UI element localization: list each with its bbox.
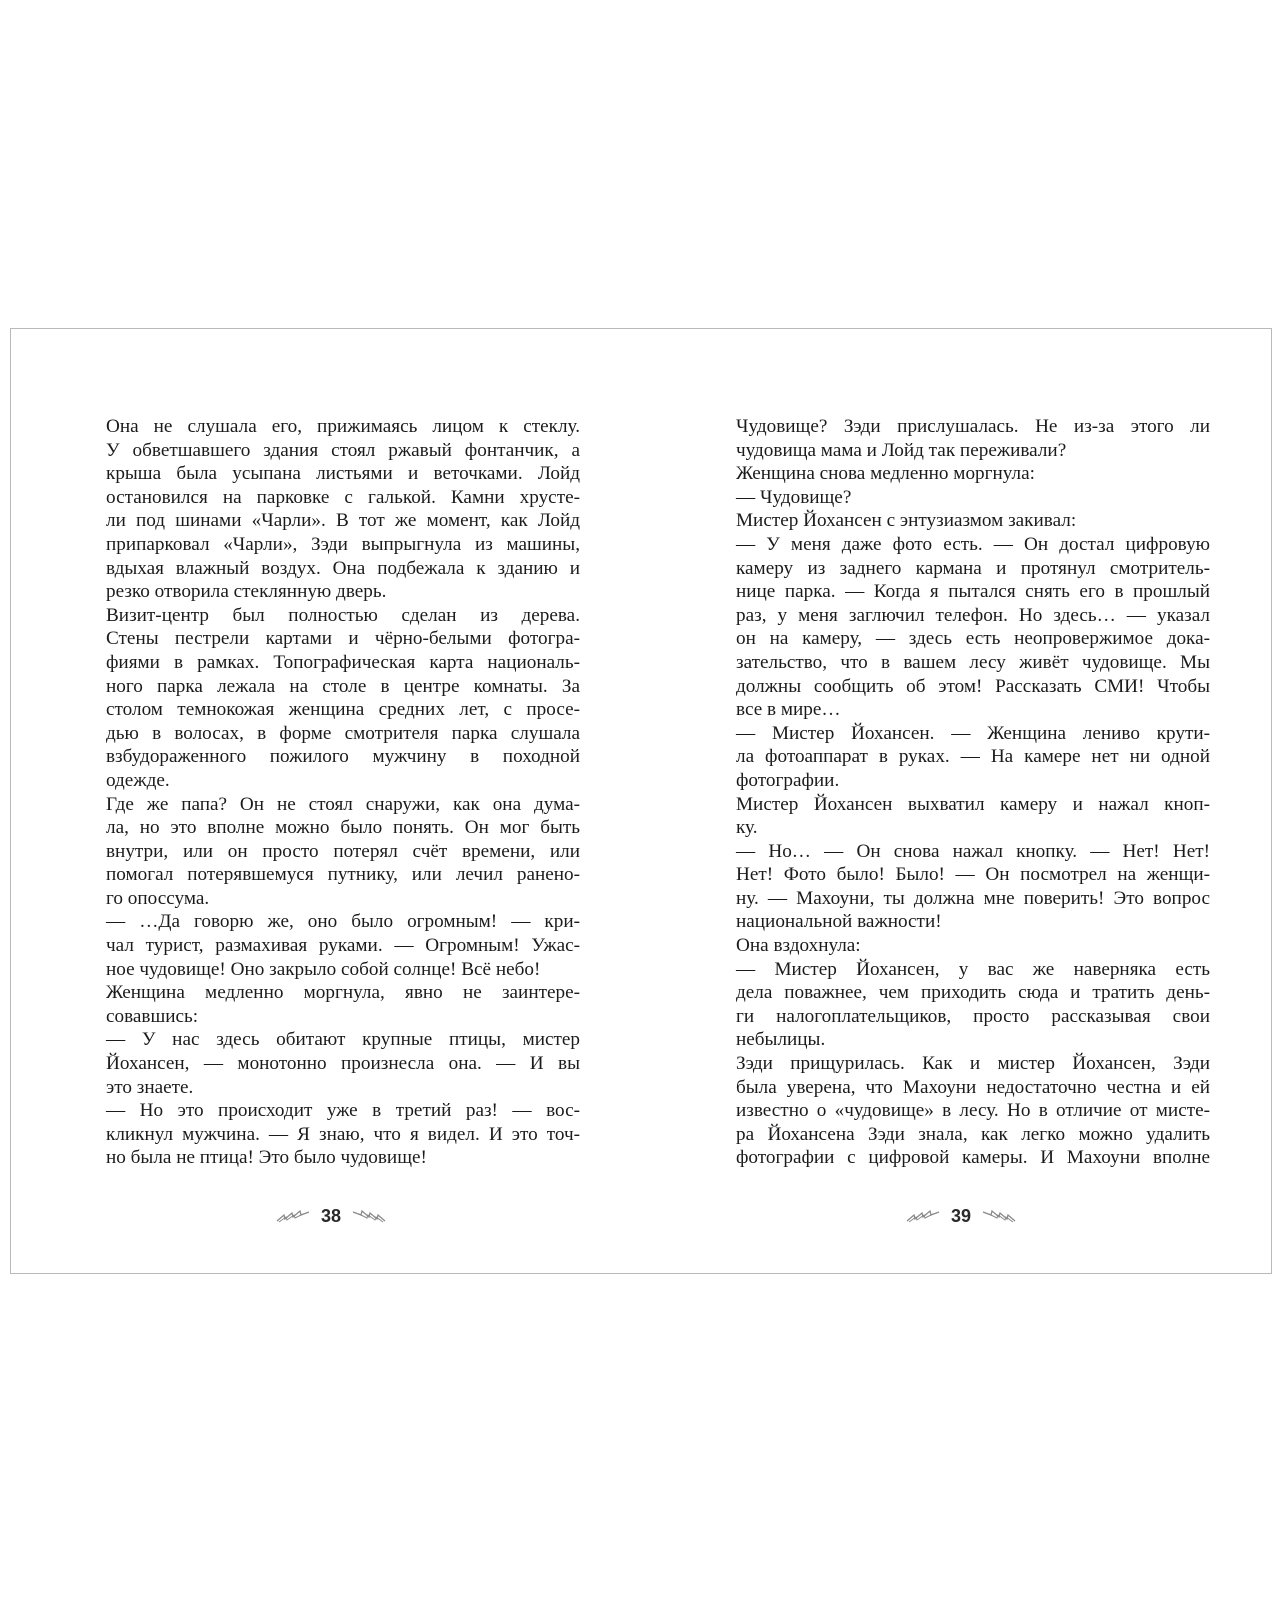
text-line: — Мистер Йохансен, у вас же наверняка есть (736, 958, 1210, 980)
text-line: раз, у меня заглючил телефон. Но здесь… — указал (736, 604, 1210, 626)
paragraph (708, 793, 1210, 840)
text-line: известно о «чудовище» в лесу. Но в отличие от мисте- (736, 1100, 1210, 1122)
text-line: была уверена, что Махоуни недостаточно честна и ей (736, 1076, 1210, 1098)
text-line: но была не птица! Это было чудовище! (106, 1147, 427, 1169)
text-line: — У нас здесь обитают крупные птицы, мистер (106, 1029, 580, 1051)
text-line: Зэди прищурилась. Как и мистер Йохансен, Зэди (736, 1053, 1210, 1075)
text-line: это знаете. (106, 1076, 194, 1098)
paragraph (708, 486, 1210, 510)
right-ornament-icon (982, 1209, 1016, 1223)
text-line: Визит-центр был полностью сделан из дерева. (106, 604, 580, 626)
text-line: Чудовище? Зэди прислушалась. Не из-за этого ли (736, 416, 1210, 437)
left-ornament-icon (276, 1209, 310, 1223)
text-line: совавшись: (106, 1005, 199, 1027)
text-line: столом темнокожая женщина средних лет, с просе- (106, 699, 580, 721)
text-line: помогал потерявшемуся путнику, или лечил ранено- (106, 864, 580, 886)
text-line: ну. — Махоуни, ты должна мне поверить! Это вопрос (736, 887, 1210, 909)
paragraph (78, 910, 580, 981)
text-line: резко отворила стеклянную дверь. (106, 581, 387, 603)
text-line: чудовища мама и Лойд так переживали? (736, 439, 1067, 461)
text-line: он на камеру, — здесь есть неопровержимое дока- (736, 628, 1210, 650)
text-line: фотографии. (736, 769, 840, 791)
text-line: кликнул мужчина. — Я знаю, что я видел. И это точ- (106, 1123, 580, 1145)
text-line: Мистер Йохансен с энтузиазмом закивал: (736, 510, 1077, 532)
text-line: У обветшавшего здания стоял ржавый фонтанчик, а (106, 439, 580, 461)
paragraph (708, 462, 1210, 486)
text-line: Мистер Йохансен выхватил камеру и нажал кноп- (736, 793, 1210, 815)
right-page-folio (896, 1205, 1026, 1227)
text-line: дью в волосах, в форме смотрителя парка слушала (106, 722, 580, 744)
left-page-text (78, 415, 580, 1170)
paragraph (78, 793, 580, 911)
text-line: все в мире… (736, 699, 841, 721)
text-line: Женщина снова медленно моргнула: (736, 463, 1035, 485)
text-line: фиями в рамках. Топографическая карта националь- (106, 651, 580, 673)
text-line: припарковал «Чарли», Зэди выпрыгнула из машины, (106, 533, 580, 555)
text-line: ку. (736, 817, 758, 839)
paragraph (708, 1052, 1210, 1170)
paragraph (708, 509, 1210, 533)
paragraph (708, 840, 1210, 934)
text-line: — Но… — Он снова нажал кнопку. — Нет! Нет! (736, 840, 1210, 862)
text-line: — Но это происходит уже в третий раз! — вос- (106, 1100, 580, 1122)
text-line: го опоссума. (106, 887, 210, 909)
page-number-right: 39 (950, 1205, 972, 1226)
paragraph (78, 604, 580, 793)
book-spread (10, 328, 1272, 1274)
text-line: внутри, или он просто потерял счёт времени, или (106, 840, 580, 862)
text-line: Она вздохнула: (736, 935, 861, 957)
text-line: Нет! Фото было! Было! — Он посмотрел на женщи- (736, 864, 1210, 886)
paragraph (708, 934, 1210, 958)
paragraph (708, 415, 1210, 462)
text-line: остановился на парковке с галькой. Камни хрусте- (106, 486, 580, 508)
paragraph (708, 722, 1210, 793)
paragraph (78, 981, 580, 1028)
text-line: ра Йохансена Зэди знала, как легко можно удалить (736, 1123, 1210, 1145)
text-line: должны сообщить об этом! Рассказать СМИ! Чтобы (736, 675, 1210, 697)
text-line: ла фотоаппарат в руках. — На камере нет ни одной (736, 746, 1210, 768)
text-line: небылицы. (736, 1029, 826, 1051)
text-line: вдыхая влажный воздух. Она подбежала к зданию и (106, 557, 580, 579)
text-line: ное чудовище! Оно закрыло собой солнце! Всё небо! (106, 958, 541, 980)
text-line: национальной важности! (736, 911, 942, 933)
text-line: дела поважнее, чем приходить сюда и тратить день- (736, 982, 1210, 1004)
text-line: — Мистер Йохансен. — Женщина лениво крути- (736, 722, 1210, 744)
text-line: — Чудовище? (736, 486, 852, 508)
right-ornament-icon (352, 1209, 386, 1223)
paragraph (708, 533, 1210, 722)
text-line: камеру из заднего кармана и протянул смотритель- (736, 557, 1210, 579)
text-line: чал турист, размахивая руками. — Огромным! Ужас- (106, 935, 580, 957)
text-line: ла, но это вполне можно было понять. Он мог быть (106, 817, 580, 839)
text-line: Женщина медленно моргнула, явно не заинтере- (106, 982, 580, 1004)
text-line: Она не слушала его, прижимаясь лицом к стеклу. (106, 416, 580, 437)
text-line: ного парка лежала на столе в центре комнаты. За (106, 675, 580, 697)
text-line: — …Да говорю же, оно было огромным! — кри- (106, 911, 580, 933)
text-line: одежде. (106, 769, 170, 791)
page-number-left: 38 (320, 1205, 342, 1226)
text-line: крыша была усыпана листьями и веточками. Лойд (106, 463, 580, 485)
text-line: фотографии с цифровой камеры. И Махоуни вполне (736, 1147, 1210, 1169)
text-line: взбудораженного пожилого мужчину в походной (106, 746, 580, 768)
paragraph (78, 1099, 580, 1170)
text-line: ги налогоплательщиков, просто рассказывая свои (736, 1005, 1210, 1027)
paragraph (78, 1028, 580, 1099)
paragraph (708, 958, 1210, 1052)
paragraph (78, 415, 580, 604)
text-line: зательство, что в вашем лесу живёт чудовище. Мы (736, 651, 1210, 673)
text-line: Где же папа? Он не стоял снаружи, как она дума- (106, 793, 580, 815)
text-line: Стены пестрели картами и чёрно-белыми фотогра- (106, 628, 580, 650)
text-line: ли под шинами «Чарли». В тот же момент, как Лойд (106, 510, 580, 532)
text-line: — У меня даже фото есть. — Он достал цифровую (736, 533, 1210, 555)
left-ornament-icon (906, 1209, 940, 1223)
left-page-folio (266, 1205, 396, 1227)
right-page-text (708, 415, 1210, 1170)
text-line: нице парка. — Когда я пытался снять его в прошлый (736, 581, 1210, 603)
text-line: Йохансен, — монотонно произнесла она. — И вы (106, 1053, 580, 1075)
